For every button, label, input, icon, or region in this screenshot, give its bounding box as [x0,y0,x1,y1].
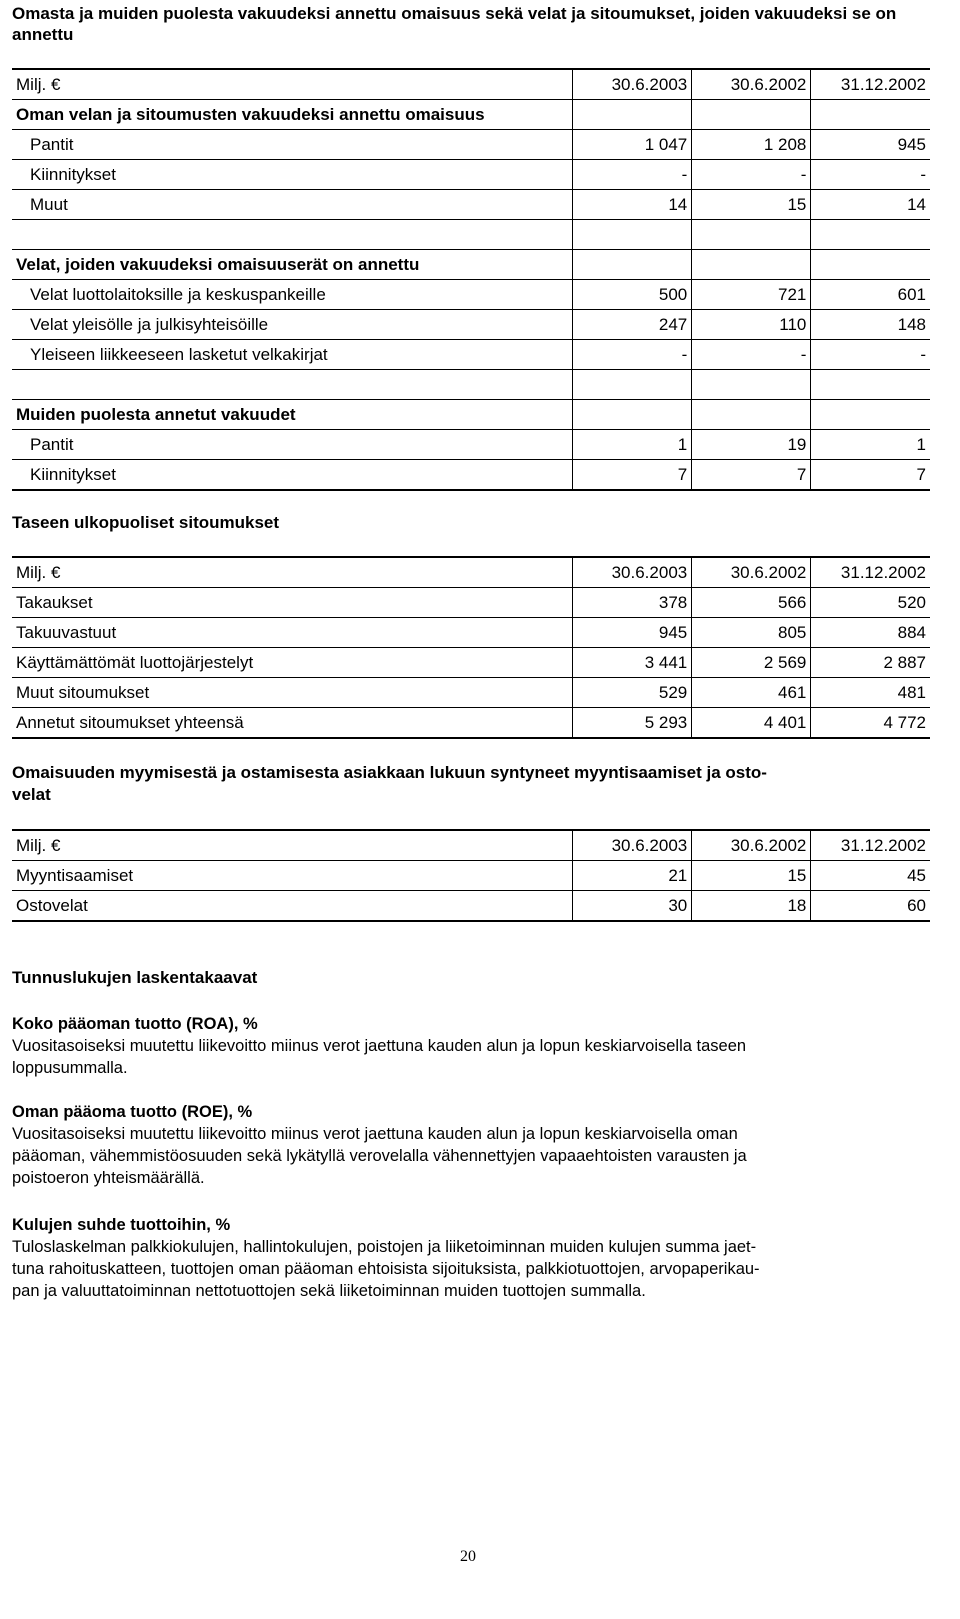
cell-value: 2 569 [692,648,811,678]
cell-value: 15 [692,190,811,220]
cell-value: - [692,340,811,370]
cell-value: 1 047 [573,130,692,160]
cell-value: - [573,340,692,370]
cell-value: 7 [573,460,692,491]
cell-value: 378 [573,588,692,618]
row-label: Muut sitoumukset [12,678,573,708]
cell-value: 1 208 [692,130,811,160]
cell-value: 247 [573,310,692,340]
row-label: Yleiseen liikkeeseen lasketut velkakirjat [12,340,573,370]
formula-cost-income [12,1214,922,1302]
offbalance-title: Taseen ulkopuoliset sitoumukset [12,513,280,532]
table-header-row [12,830,930,861]
cell-value: 1 [573,430,692,460]
column-header: 31.12.2002 [811,830,930,861]
column-header: 31.12.2002 [811,69,930,100]
cell-value: 945 [811,130,930,160]
table-row [12,310,930,340]
section-row [12,400,930,430]
cell-value: - [811,160,930,190]
cell-value: 148 [811,310,930,340]
cell-value: 60 [811,891,930,922]
receivables-title-line: velat [12,785,51,804]
cell-value: 4 772 [811,708,930,739]
cell-value: 15 [692,861,811,891]
table-row [12,460,930,491]
formula-name: Kulujen suhde tuottoihin, % [12,1216,231,1234]
row-label: Myyntisaamiset [12,861,573,891]
table-row [12,618,930,648]
formula-text-line: poistoeron yhteismäärällä. [12,1169,205,1187]
section-label: Velat, joiden vakuudeksi omaisuuserät on annettu [12,250,573,280]
cell-value: 520 [811,588,930,618]
table-row [12,130,930,160]
collateral-table [12,68,930,491]
formula-name: Koko pääoman tuotto (ROA), % [12,1015,258,1033]
row-label: Takaukset [12,588,573,618]
table-row [12,340,930,370]
formula-text-line: Tuloslaskelman palkkiokulujen, hallintokulujen, poistojen ja liiketoiminnan muiden kulujen summa jaet- [12,1238,757,1256]
cell-value: 18 [692,891,811,922]
cell-value: 461 [692,678,811,708]
row-label: Velat luottolaitoksille ja keskuspankeille [12,280,573,310]
row-label: Pantit [12,430,573,460]
cell-value: 3 441 [573,648,692,678]
unit-label: Milj. € [12,557,573,588]
section-row [12,250,930,280]
unit-label: Milj. € [12,69,573,100]
cell-value: 721 [692,280,811,310]
cell-value: 19 [692,430,811,460]
cell-value: 500 [573,280,692,310]
formula-text-line: pääoman, vähemmistöosuuden sekä lykätyllä verovelalla vähennettyjen vapaaehtoisten varausten ja [12,1147,747,1165]
spacer-row [12,220,930,250]
cell-value: 30 [573,891,692,922]
receivables-title-line: Omaisuuden myymisestä ja ostamisesta asiakkaan lukuun syntyneet myyntisaamiset ja osto- [12,763,767,782]
cell-value: 14 [811,190,930,220]
offbalance-table [12,556,930,739]
cell-value: 7 [811,460,930,491]
column-header: 30.6.2002 [692,557,811,588]
column-header: 31.12.2002 [811,557,930,588]
table-row [12,280,930,310]
cell-value: 45 [811,861,930,891]
table-header-row [12,69,930,100]
cell-value: 1 [811,430,930,460]
cell-value: 529 [573,678,692,708]
page-number: 20 [460,1548,476,1565]
cell-value: 884 [811,618,930,648]
cell-value: 4 401 [692,708,811,739]
column-header: 30.6.2003 [573,830,692,861]
cell-value: 481 [811,678,930,708]
table-row [12,190,930,220]
collateral-title: Omasta ja muiden puolesta vakuudeksi annettu omaisuus sekä velat ja sitoumukset, joiden vakuudeksi se on annettu [12,4,897,44]
formula-roe [12,1101,922,1189]
section-row [12,100,930,130]
table-row [12,588,930,618]
section-label: Oman velan ja sitoumusten vakuudeksi annettu omaisuus [12,100,573,130]
table-row [12,430,930,460]
cell-value: 2 887 [811,648,930,678]
cell-value: 945 [573,618,692,648]
receivables-title [12,762,930,806]
row-label: Velat yleisölle ja julkisyhteisöille [12,310,573,340]
table-row [12,891,930,922]
cell-value: 805 [692,618,811,648]
row-label: Muut [12,190,573,220]
row-label: Takuuvastuut [12,618,573,648]
table-row [12,678,930,708]
formula-text-line: loppusummalla. [12,1059,128,1077]
cell-value: - [811,340,930,370]
formula-text-line: tuna rahoituskatteen, tuottojen oman pääoman ehtoisista sijoituksista, palkkiotuottojen, arvopaperikau- [12,1260,760,1278]
spacer-row [12,370,930,400]
table-header-row [12,557,930,588]
row-label: Kiinnitykset [12,460,573,491]
table-row [12,708,930,739]
formula-name: Oman pääoma tuotto (ROE), % [12,1103,253,1121]
cell-value: 601 [811,280,930,310]
formula-text-line: Vuositasoiseksi muutettu liikevoitto miinus verot jaettuna kauden alun ja lopun keskiarvoisella taseen [12,1037,747,1055]
formula-text-line: pan ja valuuttatoiminnan nettotuottojen sekä liiketoiminnan muiden tuottojen summalla. [12,1282,646,1300]
section-label: Muiden puolesta annetut vakuudet [12,400,573,430]
column-header: 30.6.2003 [573,69,692,100]
formula-text-line: Vuositasoiseksi muutettu liikevoitto miinus verot jaettuna kauden alun ja lopun keskiarvoisella oman [12,1125,738,1143]
table-row [12,861,930,891]
cell-value: 5 293 [573,708,692,739]
row-label: Annetut sitoumukset yhteensä [12,708,573,739]
cell-value: - [573,160,692,190]
column-header: 30.6.2002 [692,830,811,861]
table-row [12,160,930,190]
cell-value: 110 [692,310,811,340]
row-label: Kiinnitykset [12,160,573,190]
cell-value: 14 [573,190,692,220]
row-label: Käyttämättömät luottojärjestelyt [12,648,573,678]
formula-roa [12,1013,922,1079]
formulas-title: Tunnuslukujen laskentakaavat [12,968,258,987]
column-header: 30.6.2002 [692,69,811,100]
row-label: Pantit [12,130,573,160]
cell-value: 21 [573,861,692,891]
cell-value: 566 [692,588,811,618]
cell-value: 7 [692,460,811,491]
receivables-table [12,829,930,922]
table-row [12,648,930,678]
row-label: Ostovelat [12,891,573,922]
column-header: 30.6.2003 [573,557,692,588]
cell-value: - [692,160,811,190]
unit-label: Milj. € [12,830,573,861]
